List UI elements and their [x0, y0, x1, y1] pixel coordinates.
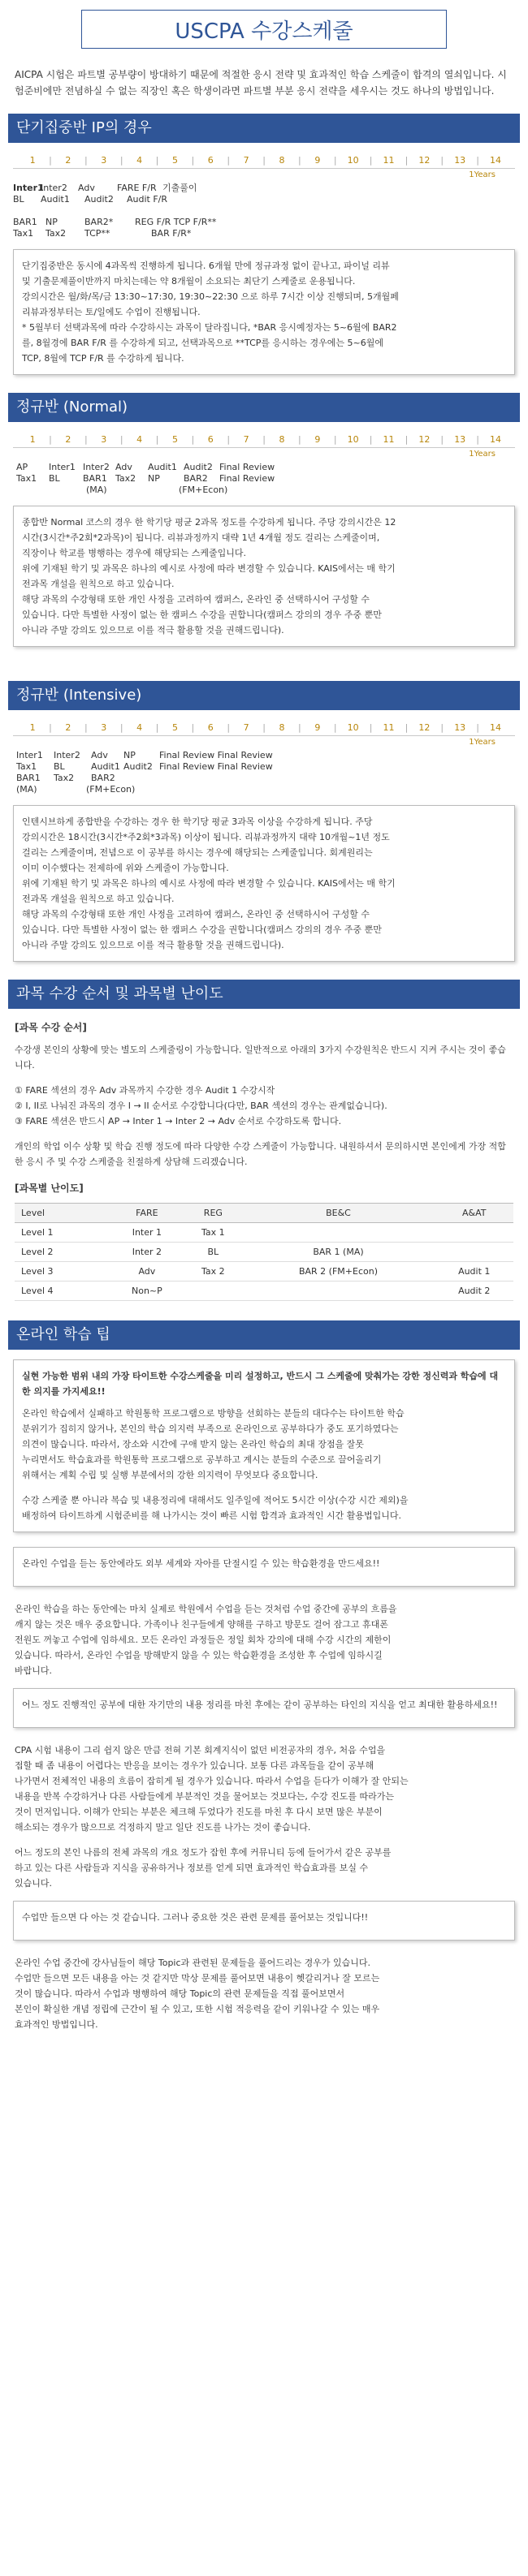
month-label: 13 [454, 434, 466, 445]
schedule-cell: BL [54, 761, 65, 772]
table-cell [242, 1282, 435, 1301]
tip-box [13, 1688, 515, 1728]
month-label: 4 [136, 155, 143, 166]
ruler-separator: | [155, 434, 159, 445]
years-label: 1Years [469, 450, 496, 459]
month-label: 13 [454, 155, 466, 166]
section-heading-short-term: 단기집중반 IP의 경우 [8, 114, 520, 143]
ruler-separator: | [440, 155, 444, 166]
month-label: 5 [171, 434, 178, 445]
ruler-separator: | [227, 155, 231, 166]
description-line: 있습니다. 다만 특별한 사정이 없는 한 캠퍼스 수강을 권합니다(캠퍼스 강의의 경우 주중 뿐만 [22, 924, 382, 935]
month-label: 13 [454, 722, 466, 733]
ruler-separator: | [191, 155, 195, 166]
schedule-row [13, 784, 515, 795]
section-heading-normal: 정규반 (Normal) [8, 393, 520, 422]
schedule-cell: TCP** [84, 228, 110, 239]
schedule-cell: BL [49, 473, 60, 484]
schedule-cell: BAR2 [184, 473, 208, 484]
page-title: USCPA 수강스케줄 [175, 19, 353, 44]
month-label: 9 [314, 155, 321, 166]
ruler-separator: | [476, 155, 479, 166]
description-line: 리뷰과정부터는 토/일에도 수업이 진행됩니다. [22, 307, 201, 317]
month-label: 11 [383, 722, 395, 733]
schedule-cell: Tax2 [54, 773, 75, 783]
section-heading-online-tips: 온라인 학습 팁 [8, 1320, 520, 1350]
tip-lead: 온라인 수업을 듣는 동안에라도 외부 세계와 자아를 단절시킬 수 있는 학습환경을 만드세요!! [22, 1558, 380, 1569]
tip-lead: 수업만 들으면 다 아는 것 같습니다. 그러나 중요한 것은 관련 문제를 풀어보는 것입니다!! [22, 1912, 369, 1923]
ruler-separator: | [119, 434, 123, 445]
tip-line: 바랍니다. [15, 1665, 53, 1676]
tip-line: 배정하여 타이트하게 시험준비를 해 나가시는 것이 빠른 시험 합격과 효과적인 시간 활용법입니다. [22, 1510, 401, 1521]
column-header: Level [15, 1204, 110, 1223]
rule-item: ① FARE 섹션의 경우 Adv 과목까지 수강한 경우 Audit 1 수강시작 [15, 1085, 275, 1096]
tip-line: 온라인 학습을 하는 동안에는 마치 실제로 학원에서 수업을 듣는 것처럼 수업 중간에 공부의 흐름을 [15, 1604, 397, 1614]
schedule-cell: BAR2* [84, 217, 114, 227]
ruler-separator: | [298, 722, 301, 733]
ruler-separator: | [119, 155, 123, 166]
schedule-cell: BAR1 [83, 473, 107, 484]
description-line: 이미 이수했다는 전제하에 위와 스케줄이 가능합니다. [22, 863, 229, 873]
table-cell: Tax 1 [184, 1223, 241, 1243]
ruler-separator: | [369, 722, 373, 733]
ruler-separator: | [298, 155, 301, 166]
schedule-cell: (MA) [16, 784, 37, 795]
table-cell [435, 1243, 513, 1262]
tip-line: 전원도 꺼놓고 수업에 임하세요. 모든 온라인 과정들은 정일 회차 강의에 대해 수강 시간의 제한이 [15, 1635, 392, 1645]
tip-line: 분위기가 집히지 않거나, 본인의 학습 의지력 부족으로 온라인으로 공부하다가 중도 포기하였다는 [22, 1424, 399, 1434]
schedule-row [13, 217, 515, 228]
description-line: 종합반 Normal 코스의 경우 한 학기당 평균 2과목 정도를 수강하게 됩니다. 주당 강의시간은 12 [22, 517, 396, 528]
ruler-separator: | [405, 155, 409, 166]
month-label: 14 [490, 434, 502, 445]
month-label: 7 [243, 155, 249, 166]
ruler-separator: | [49, 155, 52, 166]
tip-spacer [15, 1835, 513, 1845]
column-header: FARE [110, 1204, 185, 1223]
schedule-spacer [13, 205, 515, 217]
schedule-cell: NP [148, 473, 160, 484]
description-line: 해당 과목의 수강형태 또한 개인 사정을 고려하여 캠퍼스, 온라인 중 선택하시어 구성할 수 [22, 909, 370, 920]
tip-box [13, 1901, 515, 1941]
table-row [15, 1262, 513, 1282]
table-cell: Level 4 [15, 1282, 110, 1301]
description-line: 전과목 개설을 원칙으로 하고 있습니다. [22, 579, 175, 589]
schedule-intensive [13, 750, 515, 795]
table-cell: BAR 2 (FM+Econ) [242, 1262, 435, 1282]
tip-line: 누리면서도 학습효과를 학원통학 프로그램으로 공부하고 계시는 분들의 수준으로 끌어올리기 [22, 1454, 382, 1465]
subsection-title: [과목 수강 순서] [15, 1022, 87, 1033]
schedule-row [13, 485, 515, 496]
tip-spacer [22, 1483, 506, 1493]
description-line: * 5월부터 선택과목에 따라 수강하시는 과목이 달라집니다, *BAR 응시예정자는 5~6월에 BAR2 [22, 322, 397, 333]
tip-line: 것이 많습니다. 따라서 수업과 병행하여 해당 Topic의 관련 문제들을 직접 풀어보면서 [15, 1988, 345, 1999]
ruler-separator: | [333, 434, 337, 445]
ruler-separator: | [440, 434, 444, 445]
table-row [15, 1282, 513, 1301]
description-line: 있습니다. 다만 특별한 사정이 없는 한 캠퍼스 수강을 권합니다(캠퍼스 강의의 경우 주중 뿐만 [22, 610, 382, 620]
description-line: 걸리는 스케줄이며, 전념으로 이 공부를 하시는 경우에 해당되는 스케줄입니다. 회계원리는 [22, 847, 373, 858]
column-header: BE&C [242, 1204, 435, 1223]
ruler-separator: | [262, 434, 266, 445]
schedule-cell: NP [45, 217, 58, 227]
ruler-separator: | [405, 722, 409, 733]
ruler-separator: | [155, 722, 159, 733]
tip-line: 내용을 반복 수강하거나 다른 사람들에게 부분적인 것을 물어보는 것보다는, 수강 진도를 따라가는 [15, 1791, 394, 1802]
rule-item: ② I, II로 나눠진 과목의 경우 I → II 순서로 수강합니다(다만, BAR 섹션의 경우는 관계없습니다). [15, 1101, 387, 1111]
tip-line: 효과적인 방법입니다. [15, 2019, 98, 2030]
schedule-row [13, 773, 515, 784]
month-label: 4 [136, 434, 143, 445]
tip-line: 수업만 들으면 모든 내용을 아는 것 같지만 막상 문제를 풀어보면 내용이 헷갈리거나 잘 모르는 [15, 1973, 380, 1984]
schedule-cell: Inter2 [41, 183, 67, 193]
section-heading-intensive: 정규반 (Intensive) [8, 681, 520, 710]
ruler-separator: | [440, 722, 444, 733]
table-cell: Audit 2 [435, 1282, 513, 1301]
schedule-cell: FARE F/R [117, 183, 157, 193]
description-line: 및 기출문제풀이반까지 마치는데는 약 8개월이 소요되는 최단기 스케줄로 운용됩니다. [22, 276, 356, 286]
schedule-cell: Adv [115, 462, 132, 472]
description-line: 강의시간은 월/화/목/금 13:30~17:30, 19:30~22:30 으로 하루 7시간 이상 진행되며, 5개월페 [22, 291, 399, 302]
ruler-separator: | [476, 434, 479, 445]
month-label: 2 [65, 434, 71, 445]
schedule-cell: Final Review Final Review [159, 750, 273, 760]
table-cell: Adv [110, 1262, 185, 1282]
schedule-cell: AP [16, 462, 28, 472]
month-label: 12 [418, 155, 431, 166]
schedule-cell: Tax1 [13, 228, 34, 239]
ruler-separator: | [227, 434, 231, 445]
month-label: 2 [65, 722, 71, 733]
table-cell: Non~P [110, 1282, 185, 1301]
schedule-cell: Tax2 [45, 228, 67, 239]
table-row [15, 1243, 513, 1262]
ruler-separator: | [369, 434, 373, 445]
ruler-separator: | [49, 722, 52, 733]
description-line: 단기집중반은 동시에 4과목씩 진행하게 됩니다. 6개월 만에 정규과정 없이 끝나고, 파이널 리뷰 [22, 261, 390, 271]
tip-line: 온라인 수업 중간에 강사님들이 해당 Topic과 관련된 문제들을 풀어드리는 경우가 있습니다. [15, 1958, 371, 1968]
description-line: 아니라 주말 강의도 있으므로 이를 적극 활용할 것을 권해드립니다). [22, 625, 284, 635]
ruler-separator: | [84, 434, 88, 445]
month-ruler [13, 432, 515, 448]
month-label: 8 [279, 155, 285, 166]
month-label: 8 [279, 434, 285, 445]
tip-line: 있습니다. 따라서, 온라인 수업을 방해받지 않을 수 있는 학습환경을 조성한 후 수업에 임하시길 [15, 1650, 383, 1661]
schedule-cell: Adv [78, 183, 95, 193]
table-cell [184, 1282, 241, 1301]
schedule-cell: Tax1 [16, 761, 37, 772]
section-heading-order: 과목 수강 순서 및 과목별 난이도 [8, 980, 520, 1009]
ruler-separator: | [191, 722, 195, 733]
ruler-separator: | [476, 722, 479, 733]
title-box [81, 10, 447, 49]
table-cell: BAR 1 (MA) [242, 1243, 435, 1262]
month-label: 9 [314, 434, 321, 445]
schedule-row [13, 750, 515, 761]
description-line: 시간(3시간*주2회*2과목)이 됩니다. 리뷰과정까지 대략 1년 4개월 정도 걸리는 스케줄이며, [22, 532, 380, 543]
month-label: 12 [418, 722, 431, 733]
ruler-separator: | [227, 722, 231, 733]
tip-line: 위해서는 계획 수립 및 실행 부분에서의 강한 의지력이 무엇보다 중요합니다. [22, 1470, 318, 1480]
ruler-separator: | [119, 722, 123, 733]
schedule-cell: Inter1 [49, 462, 76, 472]
description-line: 를, 8월경에 BAR F/R 를 수강하게 되고, 선택과목으로 **TCP를 응시하는 경우에는 5~6월에 [22, 338, 383, 348]
description-line: 아니라 주말 강의도 있으므로 이를 적극 활용할 것을 권해드립니다). [22, 940, 284, 950]
schedule-cell: Final Review [219, 473, 275, 484]
table-cell [242, 1223, 435, 1243]
month-label: 14 [490, 722, 502, 733]
schedule-cell: Adv [91, 750, 108, 760]
month-label: 10 [347, 434, 359, 445]
schedule-row [13, 194, 515, 205]
difficulty-table [15, 1203, 513, 1301]
tip-body [8, 1955, 520, 2032]
ruler-separator: | [191, 434, 195, 445]
schedule-cell: Audit1 [41, 194, 70, 205]
tip-line: 나가면서 전체적인 내용의 흐름이 잡히게 될 경우가 있습니다. 따라서 수업을 듣다가 이해가 잘 안되는 [15, 1776, 409, 1786]
tip-lead: 어느 정도 진행적인 공부에 대한 자기만의 내용 정리를 마친 후에는 같이 공부하는 타인의 지식을 얻고 최대한 활용하세요!! [22, 1699, 498, 1710]
tip-body [8, 1601, 520, 1678]
month-label: 3 [101, 434, 107, 445]
ruler-separator: | [262, 722, 266, 733]
table-row [15, 1223, 513, 1243]
years-label: 1Years [469, 738, 496, 747]
tip-line: 하고 있는 다른 사람들과 지식을 공유하거나 정보를 얻게 되면 효과적인 학습효과를 보실 수 [15, 1863, 369, 1873]
table-cell: Level 2 [15, 1243, 110, 1262]
subsection-title: [과목별 난이도] [15, 1182, 84, 1194]
ruler-separator: | [84, 155, 88, 166]
ruler-separator: | [333, 722, 337, 733]
tip-lead: 실현 가능한 범위 내의 가장 타이트한 수강스케줄을 미리 설정하고, 반드시 그 스케줄에 맞춰가는 강한 정신력과 학습에 대한 의지를 가지세요!! [22, 1371, 499, 1397]
description-line: 인텐시브하게 종합반을 수강하는 경우 한 학기당 평균 3과목 이상을 수강하게 됩니다. 주당 [22, 816, 373, 827]
tip-line: 온라인 학습에서 실패하고 학원통학 프로그램으로 방향을 선회하는 분들의 대다수는 타이트한 학습 [22, 1408, 405, 1419]
schedule-cell: Inter2 [83, 462, 110, 472]
short-term-description [13, 249, 515, 375]
month-label: 6 [207, 722, 214, 733]
table-cell: Level 3 [15, 1262, 110, 1282]
schedule-row [13, 473, 515, 485]
schedule-cell: Audit2 [84, 194, 114, 205]
ruler-separator: | [49, 434, 52, 445]
table-cell: Level 1 [15, 1223, 110, 1243]
month-label: 11 [383, 434, 395, 445]
month-label: 5 [171, 155, 178, 166]
schedule-cell: (MA) [86, 485, 107, 495]
tip-line: 접할 때 좀 내용이 어렵다는 반응을 보이는 경우가 있습니다. 보통 다른 과목들을 같이 공부해 [15, 1760, 374, 1771]
intensive-description [13, 805, 515, 962]
month-label: 11 [383, 155, 395, 166]
tip-line: 의견이 많습니다. 따라서, 장소와 시간에 구애 받지 않는 온라인 학습의 최대 장점을 잘못 [22, 1439, 364, 1450]
description-line: 해당 과목의 수강형태 또한 개인 사정을 고려하여 캠퍼스, 온라인 중 선택하시어 구성할 수 [22, 594, 370, 605]
month-label: 7 [243, 722, 249, 733]
years-label: 1Years [469, 170, 496, 179]
tip-line: 본인이 확실한 개념 정립에 근간이 될 수 있고, 또한 시험 적응력을 같이 키워나갈 수 있는 매우 [15, 2004, 380, 2014]
schedule-cell: Tax1 [16, 473, 37, 484]
schedule-cell: Final Review Final Review [159, 761, 273, 772]
page [0, 10, 528, 2032]
table-cell: Tax 2 [184, 1262, 241, 1282]
month-label: 12 [418, 434, 431, 445]
schedule-cell: REG F/R TCP F/R** [135, 217, 217, 227]
description-line: 직장이나 학교를 병행하는 경우에 해당되는 스케줄입니다. [22, 548, 247, 558]
column-header: REG [184, 1204, 241, 1223]
schedule-cell: Audit1 [148, 462, 177, 472]
month-label: 2 [65, 155, 71, 166]
schedule-cell: (FM+Econ) [179, 485, 228, 495]
description-line: 위에 기재된 학기 및 과목은 하나의 예시로 사정에 따라 변경할 수 있습니다. KAIS에서는 매 학기 [22, 878, 396, 889]
normal-description [13, 506, 515, 647]
schedule-cell: BAR F/R* [151, 228, 192, 239]
paragraph: 수강생 본인의 상황에 맞는 별도의 스케줄링이 가능합니다. 일반적으로 아래의 3가지 수강원칙은 반드시 지켜 주시는 것이 좋습니다. [15, 1045, 506, 1070]
paragraph: 개인의 학업 이수 상황 및 학습 진행 정도에 따라 다양한 수강 스케줄이 가능합니다. 내원하셔서 문의하시면 본인에게 가장 적합한 응시 주 및 수강 스케줄을 친절하게 상담해 드리겠습니다. [15, 1141, 506, 1167]
month-label: 6 [207, 434, 214, 445]
schedule-cell: Audit2 [123, 761, 153, 772]
description-line: 위에 기재된 학기 및 과목은 하나의 예시로 사정에 따라 변경할 수 있습니다. KAIS에서는 매 학기 [22, 563, 396, 574]
month-label: 4 [136, 722, 143, 733]
schedule-cell: Audit2 [184, 462, 213, 472]
table-cell: Inter 1 [110, 1223, 185, 1243]
schedule-cell: Inter1 [16, 750, 43, 760]
ruler-separator: | [262, 155, 266, 166]
ruler-separator: | [155, 155, 159, 166]
schedule-row [13, 183, 515, 194]
rule-item: ③ FARE 섹션은 반드시 AP → Inter 1 → Inter 2 → Adv 순서로 수강하도록 합니다. [15, 1116, 342, 1126]
month-label: 1 [29, 434, 36, 445]
month-label: 3 [101, 155, 107, 166]
schedule-cell: Audit F/R [127, 194, 168, 205]
schedule-cell: BAR2 [91, 773, 115, 783]
tip-line: 수강 스케줄 뿐 아니라 복습 및 내용정리에 대해서도 일주일에 적어도 5시간 이상(수강 시간 제외)을 [22, 1495, 409, 1506]
month-label: 9 [314, 722, 321, 733]
ruler-separator: | [298, 434, 301, 445]
spacer [8, 665, 520, 681]
month-label: 1 [29, 155, 36, 166]
table-cell: Inter 2 [110, 1243, 185, 1262]
table-cell: Audit 1 [435, 1262, 513, 1282]
intro-text: AICPA 시험은 파트별 공부량이 방대하기 때문에 적절한 응시 전략 및 효과적인 학습 스케줄이 합격의 열쇠입니다. 시험준비에만 전념하실 수 없는 직장인 혹은 학생이라면 파트별 부분 응시 전략을 세우시는 것도 하나의 방법입니다. [15, 69, 507, 97]
schedule-row [13, 228, 515, 239]
tip-line: 있습니다. [15, 1878, 53, 1889]
schedule-normal [13, 462, 515, 496]
schedule-row [13, 761, 515, 773]
schedule-cell: BAR1 [13, 217, 37, 227]
description-line: 전과목 개설을 원칙으로 하고 있습니다. [22, 894, 175, 904]
schedule-row [13, 462, 515, 473]
tip-line: CPA 시험 내용이 그리 쉽지 않은 만큼 전혀 기본 회계지식이 없던 비전공자의 경우, 처음 수업을 [15, 1745, 386, 1755]
schedule-cell: 기출풀이 [162, 183, 197, 193]
month-ruler [13, 153, 515, 169]
schedule-cell: Final Review [219, 462, 275, 472]
month-label: 8 [279, 722, 285, 733]
month-label: 5 [171, 722, 178, 733]
schedule-short-term [13, 183, 515, 239]
table-header-row [15, 1204, 513, 1223]
description-line: TCP, 8월에 TCP F/R 를 수강하게 됩니다. [22, 353, 184, 364]
ruler-separator: | [84, 722, 88, 733]
tip-line: 것이 먼저입니다. 이해가 안되는 부분은 체크해 두었다가 진도를 마친 후 다시 보면 많은 부분이 [15, 1807, 383, 1817]
tip-line: 깨지 않는 것은 매우 중요합니다. 가족이나 친구들에게 양해를 구하고 방문도 걸어 잠그고 휴대폰 [15, 1619, 388, 1630]
table-cell: BL [184, 1243, 241, 1262]
schedule-cell: Inter1 [13, 183, 44, 193]
schedule-cell: Inter2 [54, 750, 80, 760]
rules-list [8, 1083, 520, 1129]
schedule-cell: Audit1 [91, 761, 120, 772]
month-ruler [13, 720, 515, 736]
schedule-cell: BL [13, 194, 24, 205]
tip-line: 어느 정도의 본인 나름의 전체 과목의 개요 정도가 잡힌 후에 커뮤니티 등에 들어가서 같은 공부를 [15, 1847, 392, 1858]
month-label: 6 [207, 155, 214, 166]
tip-body [8, 1742, 520, 1891]
tip-line: 해소되는 경우가 많으므로 걱정하지 말고 일단 진도를 나가는 것이 좋습니다. [15, 1822, 311, 1833]
description-line: 강의시간은 18시간(3시간*주2회*3과목) 이상이 됩니다. 리뷰과정까지 대략 10개월~1년 정도 [22, 832, 390, 842]
month-label: 7 [243, 434, 249, 445]
column-header: A&AT [435, 1204, 513, 1223]
schedule-cell: NP [123, 750, 136, 760]
table-cell [435, 1223, 513, 1243]
ruler-separator: | [369, 155, 373, 166]
schedule-cell: (FM+Econ) [86, 784, 136, 795]
month-label: 1 [29, 722, 36, 733]
month-label: 10 [347, 722, 359, 733]
schedule-cell: BAR1 [16, 773, 41, 783]
tip-box [13, 1359, 515, 1532]
tip-box [13, 1547, 515, 1587]
schedule-cell: Tax2 [115, 473, 136, 484]
ruler-separator: | [333, 155, 337, 166]
month-label: 3 [101, 722, 107, 733]
month-label: 14 [490, 155, 502, 166]
ruler-separator: | [405, 434, 409, 445]
month-label: 10 [347, 155, 359, 166]
